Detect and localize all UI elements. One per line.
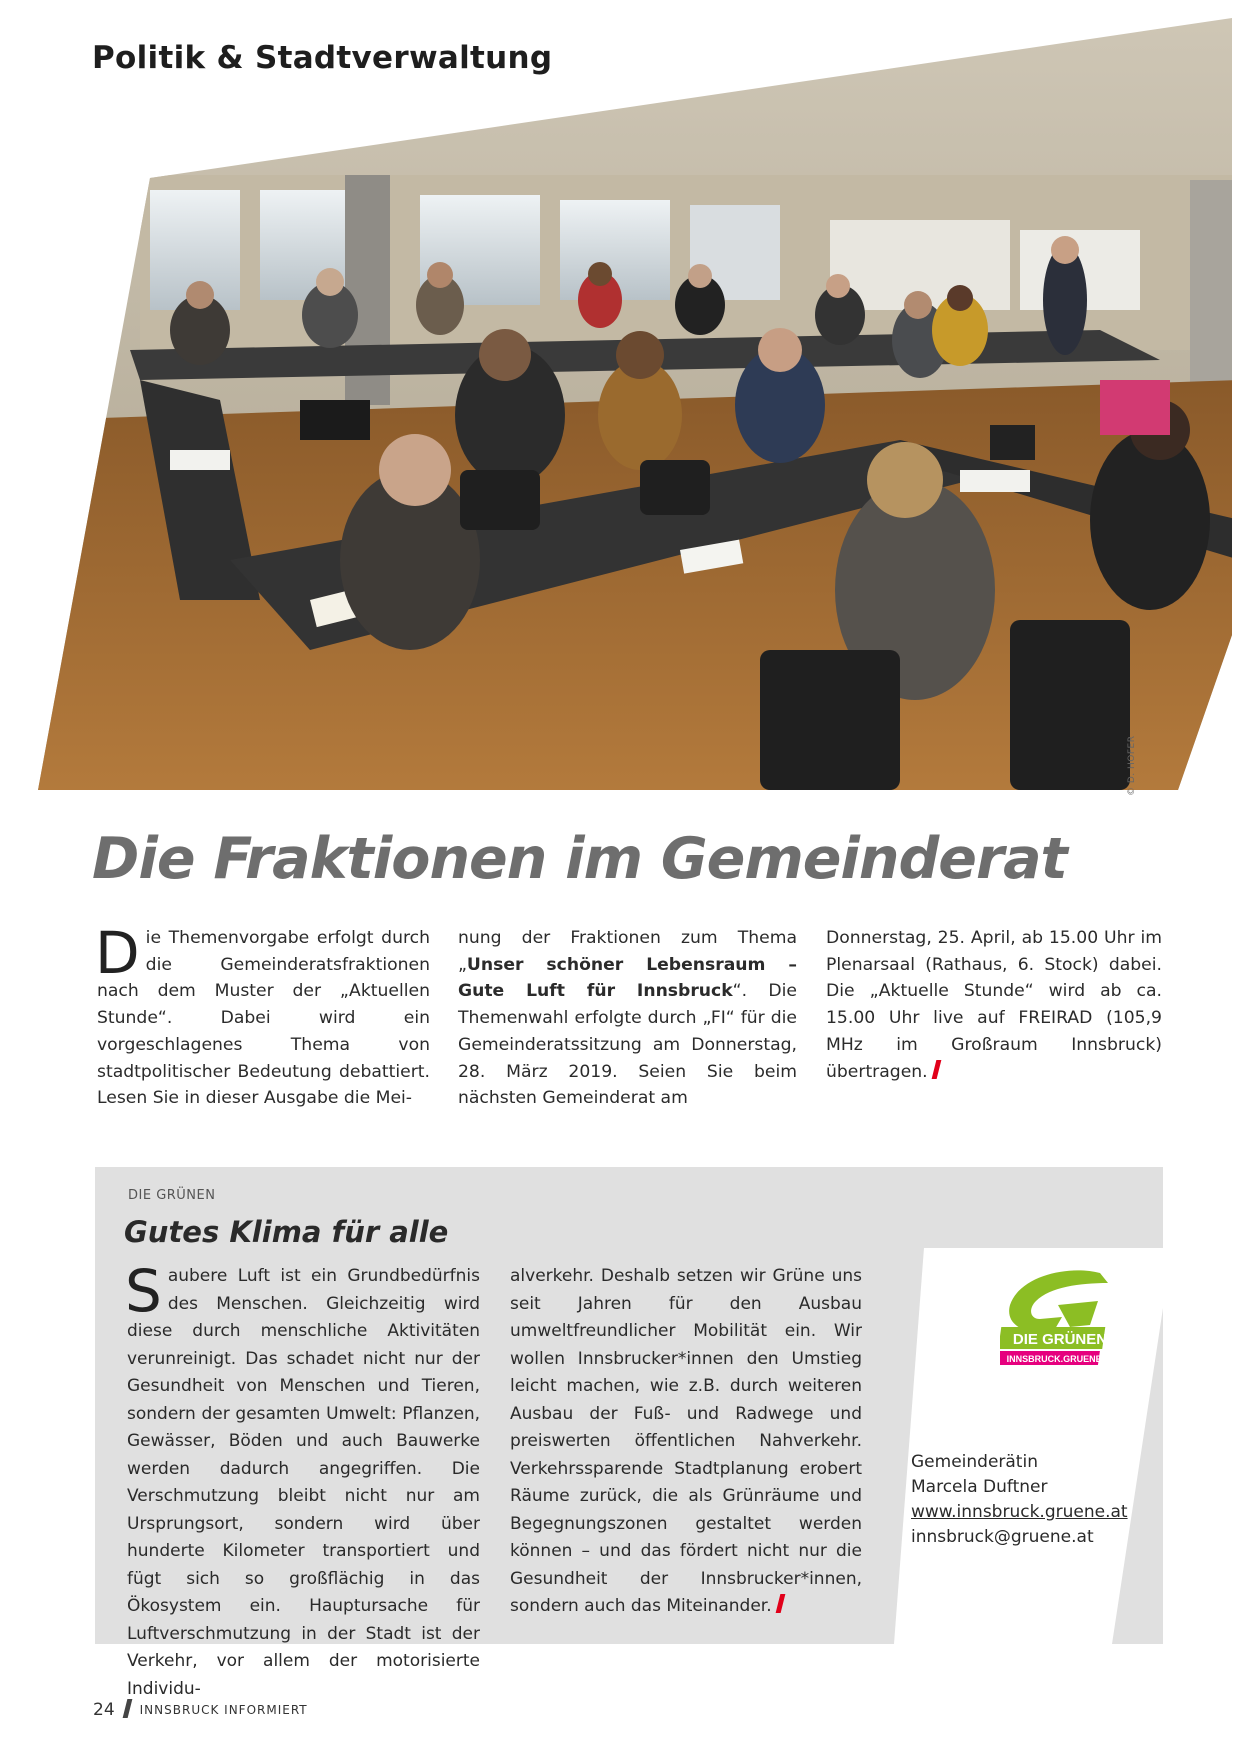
party-column-1 bbox=[125, 1257, 480, 1703]
page-number: 24 bbox=[93, 1700, 115, 1720]
contact-website-link[interactable]: www.innsbruck.gruene.at bbox=[911, 1502, 1128, 1522]
article-topic: Unser schöner Lebensraum – Gute Luft für Innsbruck bbox=[458, 954, 797, 1002]
party-contact bbox=[911, 1450, 1128, 1550]
article-column-2 bbox=[458, 925, 797, 1112]
party-column-2 bbox=[510, 1263, 862, 1621]
party-label: DIE GRÜNEN bbox=[128, 1188, 216, 1203]
photo-credit: © D. HOFER bbox=[1127, 735, 1137, 796]
article-headline: Die Fraktionen im Gemeinderat bbox=[92, 826, 1067, 892]
logo-name: DIE GRÜNEN bbox=[1012, 1331, 1108, 1348]
party-col2-text: alverkehr. Deshalb setzen wir Grüne uns seit Jahren für den Ausbau umweltfreundlicher Mobilität ein. Wir wollen Innsbrucker*innen den Umstieg leicht machen, wie z.B. durch weiteren Ausbau der Fuß- und Radwege und preiswerten öffentlichen Nahverkehr. Verkehrssparende Stadtplanung erobert Räume zurück, die als Grünräume und Begegnungszonen gestaltet werden können – und das fördert nicht nur die Gesundheit der Innsbrucker*innen, sondern auch das Miteinander. bbox=[510, 1266, 862, 1616]
end-mark-icon bbox=[931, 1060, 941, 1079]
publication-name: INNSBRUCK INFORMIERT bbox=[139, 1703, 308, 1717]
section-label: Politik & Stadtverwaltung bbox=[92, 40, 553, 76]
article-col1-text: ie Themenvorgabe erfolgt durch die Gemeinderatsfraktionen nach dem Muster der „Aktuellen Stunde“. Dabei wird ein vorgeschlagenes Thema von stadtpolitischer Bedeutung debattiert. Lesen Sie in dieser Ausgabe die Mei- bbox=[97, 928, 430, 1109]
die-gruenen-logo-icon bbox=[1000, 1265, 1120, 1373]
article-column-3 bbox=[826, 925, 1162, 1085]
party-dropcap: S bbox=[125, 1257, 162, 1325]
end-mark-icon bbox=[775, 1594, 785, 1613]
logo-url: INNSBRUCK.GRUENE.AT bbox=[1006, 1354, 1116, 1364]
article-col3-text: Donnerstag, 25. April, ab 15.00 Uhr im Plenarsaal (Rathaus, 6. Stock) dabei. Die „Aktuelle Stunde“ wird ab ca. 15.00 Uhr live auf FREIRAD (105,9 MHz im Großraum Innsbruck) übertragen. bbox=[826, 928, 1162, 1082]
party-statement-title: Gutes Klima für alle bbox=[124, 1215, 449, 1249]
council-meeting-photo bbox=[0, 0, 1240, 800]
party-col1-text: aubere Luft ist ein Grundbedürfnis des Menschen. Gleichzeitig wird diese durch menschliche Aktivitäten verunreinigt. Das schadet nicht nur der Gesundheit von Menschen und Tieren, sondern der gesamten Umwelt: Pflanzen, Gewässer, Böden und auch Bauwerke werden dadurch angegriffen. Die Verschmutzung bleibt nicht nur am Ursprungsort, sondern wird über hunderte Kilometer transportiert und fügt sich so großflächig in das Ökosystem ein. Hauptursache für Luftverschmutzung in der Stadt ist der Verkehr, vor allem der motorisierte Individu- bbox=[127, 1266, 480, 1699]
contact-email[interactable]: innsbruck@gruene.at bbox=[911, 1527, 1094, 1547]
contact-role: Gemeinderätin bbox=[911, 1452, 1038, 1472]
article-column-1 bbox=[95, 919, 430, 1112]
article-dropcap: D bbox=[95, 919, 140, 987]
slash-icon bbox=[122, 1699, 132, 1718]
contact-name: Marcela Duftner bbox=[911, 1477, 1048, 1497]
article-col2-text-a: nung der Fraktionen zum Thema „ bbox=[458, 928, 797, 975]
page-footer bbox=[93, 1699, 308, 1720]
article-col2-text-b: “. Die Themenwahl erfolgte durch „FI“ für die Gemeinderatssitzung am Donnerstag, 28. März 2019. Seien Sie beim nächsten Gemeinderat am bbox=[458, 981, 797, 1109]
